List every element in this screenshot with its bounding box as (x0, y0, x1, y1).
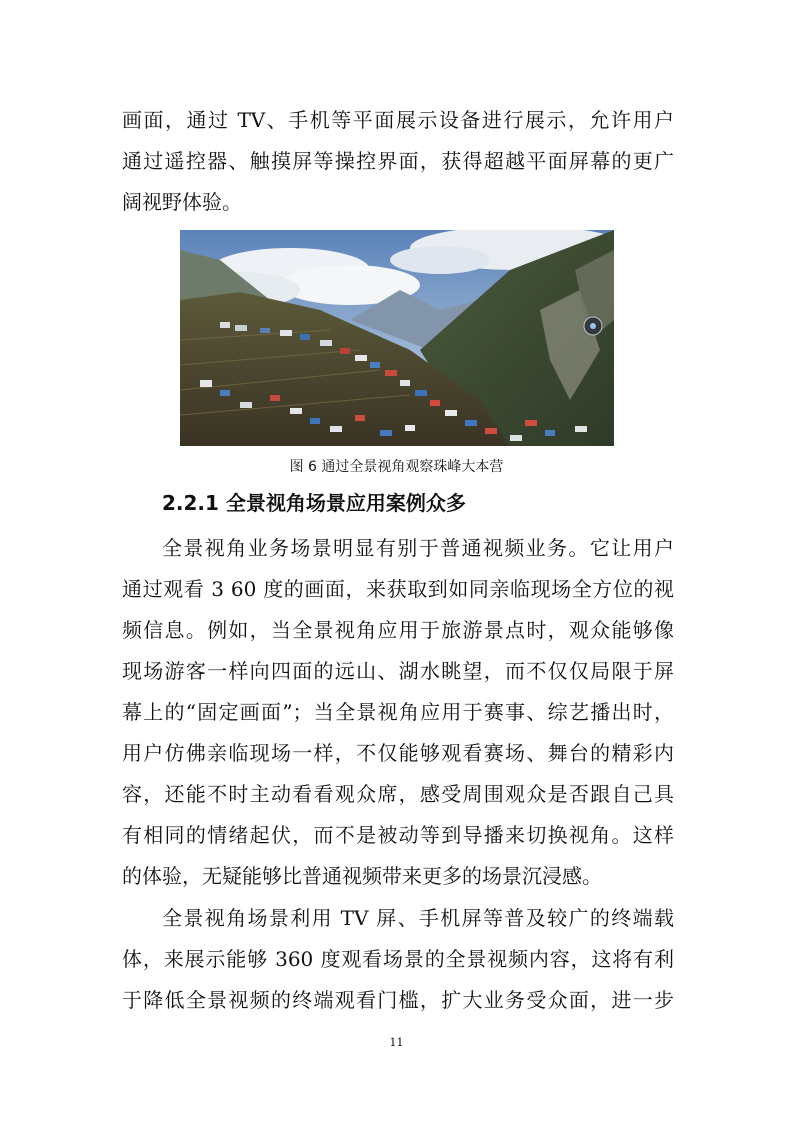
para1-line-1: 画面，通过 TV、手机等平面展示设备进行展示，允许用户 (122, 108, 674, 132)
para3-line-3: 于降低全景视频的终端观看门槛，扩大业务受众面，进一步 (122, 988, 674, 1012)
section-heading: 2.2.1 全景视角场景应用案例众多 (162, 491, 466, 515)
para2-line-5: 幕上的“固定画面”；当全景视角应用于赛事、综艺播出时， (122, 700, 674, 724)
para3-line-2: 体，来展示能够 360 度观看场景的全景视频内容，这将有利 (122, 947, 674, 971)
figure-photo (180, 230, 614, 446)
compass-icon (584, 317, 602, 335)
para2-line-9: 的体验，无疑能够比普通视频带来更多的场景沉浸感。 (122, 864, 602, 888)
para2-line-4: 现场游客一样向四面的远山、湖水眺望，而不仅仅局限于屏 (122, 659, 674, 683)
para2-line-1: 全景视角业务场景明显有别于普通视频业务。它让用户 (162, 536, 674, 560)
para1-line-2: 通过遥控器、触摸屏等操控界面，获得超越平面屏幕的更广 (122, 149, 674, 173)
para2-line-3: 频信息。例如，当全景视角应用于旅游景点时，观众能够像 (122, 618, 674, 642)
para2-line-8: 有相同的情绪起伏，而不是被动等到导播来切换视角。这样 (122, 823, 674, 847)
para2-line-2: 通过观看 3 60 度的画面，来获取到如同亲临现场全方位的视 (122, 577, 674, 601)
para2-line-7: 容，还能不时主动看看观众席，感受周围观众是否跟自己具 (122, 782, 674, 806)
para2-line-6: 用户仿佛亲临现场一样，不仅能够观看赛场、舞台的精彩内 (122, 741, 674, 765)
page-number: 11 (389, 1036, 404, 1049)
para1-line-3: 阔视野体验。 (122, 190, 242, 214)
para3-line-1: 全景视角场景利用 TV 屏、手机屏等普及较广的终端载 (162, 906, 674, 930)
figure-caption: 图 6 通过全景视角观察珠峰大本营 (289, 459, 504, 475)
